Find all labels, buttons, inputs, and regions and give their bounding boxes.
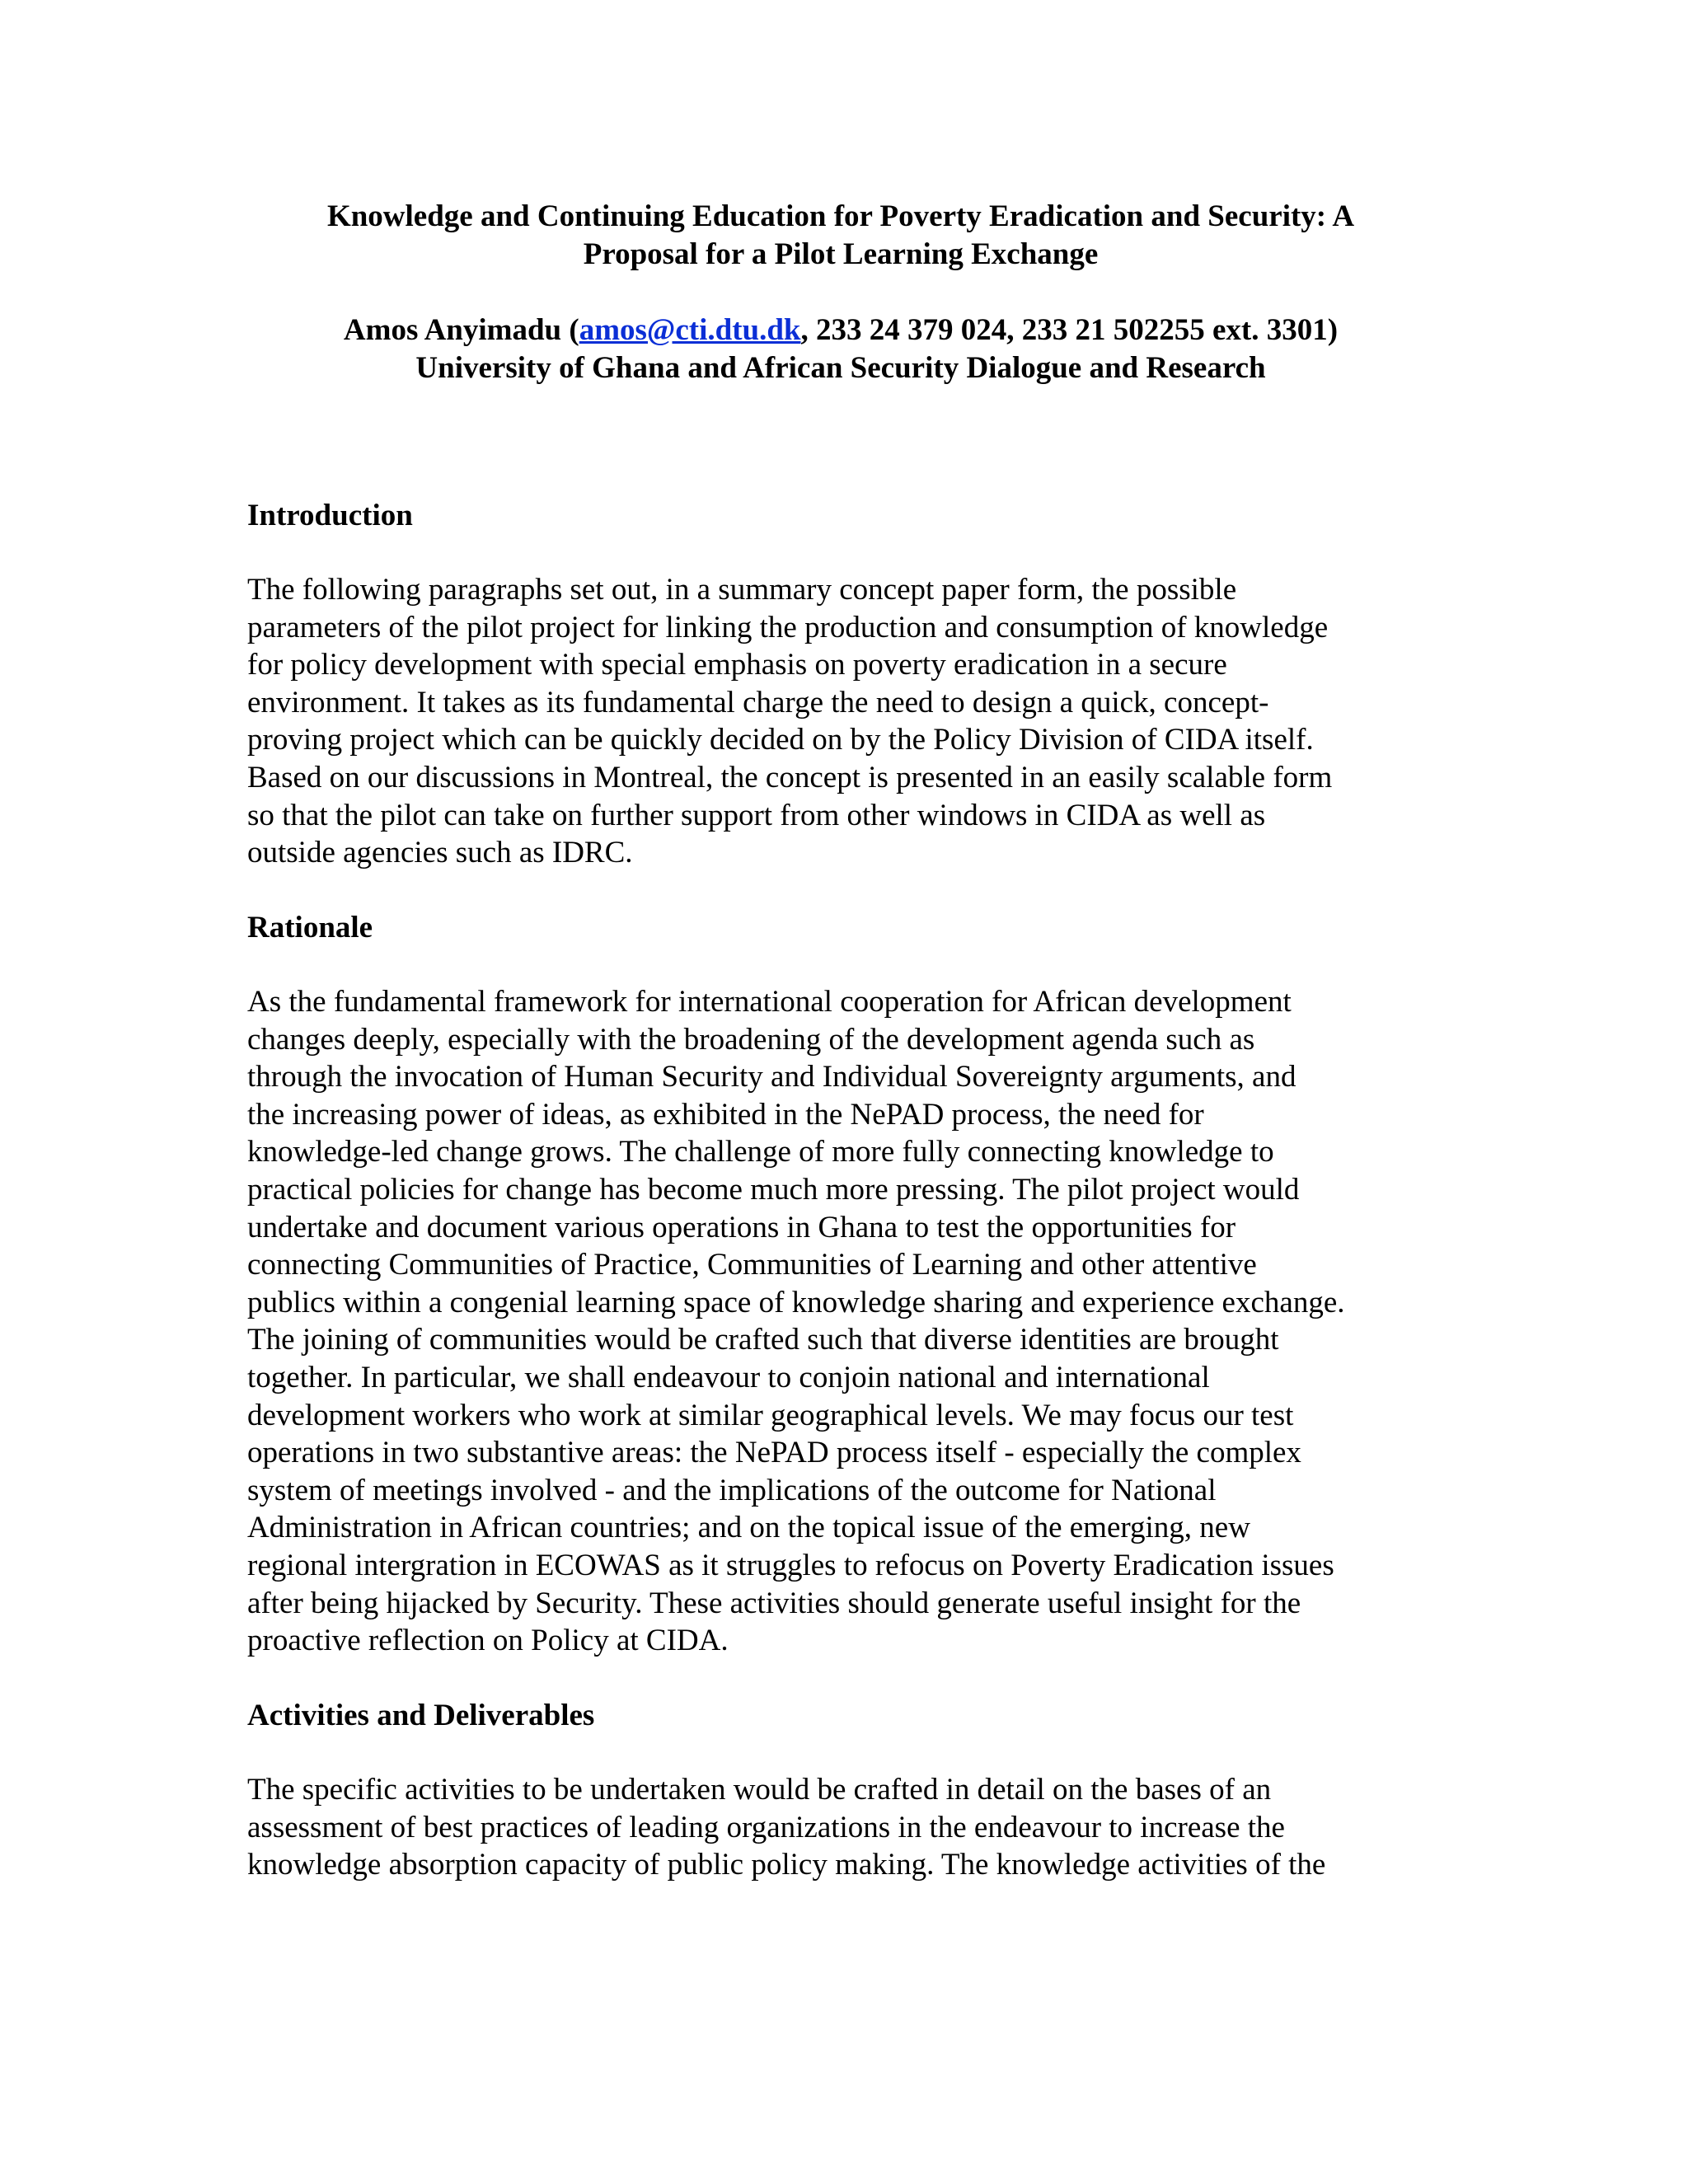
author-contact-line [247, 312, 1434, 349]
title-line-2: Proposal for a Pilot Learning Exchange [583, 237, 1099, 271]
paragraph-line: so that the pilot can take on further support from other windows in CIDA as well as [247, 798, 1266, 832]
paragraph-line: the increasing power of ideas, as exhibited in the NePAD process, the need for [247, 1097, 1204, 1132]
author-name: Amos Anyimadu ( [343, 313, 579, 347]
paragraph-line: Administration in African countries; and on the topical issue of the emerging, new [247, 1511, 1250, 1545]
paragraph-line: through the invocation of Human Security and Individual Sovereignty arguments, and [247, 1060, 1296, 1094]
paragraph-line: proactive reflection on Policy at CIDA. [247, 1624, 729, 1658]
paragraph-line: development workers who work at similar geographical levels. We may focus our test [247, 1398, 1294, 1432]
paragraph-line: The joining of communities would be crafted such that diverse identities are brought [247, 1323, 1279, 1357]
paragraph-line: The following paragraphs set out, in a summary concept paper form, the possible [247, 573, 1237, 607]
paragraph-line: knowledge-led change grows. The challenge of more fully connecting knowledge to [247, 1135, 1274, 1169]
paragraph-line: outside agencies such as IDRC. [247, 836, 633, 870]
paragraph-line: operations in two substantive areas: the NePAD process itself - especially the complex [247, 1436, 1301, 1470]
paragraph-line: Based on our discussions in Montreal, the concept is presented in an easily scalable form [247, 760, 1333, 794]
paragraph-line: proving project which can be quickly decided on by the Policy Division of CIDA itself. [247, 723, 1314, 757]
section-heading-activities-and-deliverables: Activities and Deliverables [247, 1699, 595, 1732]
paragraph-line: together. In particular, we shall endeavour to conjoin national and international [247, 1360, 1210, 1394]
author-block [247, 312, 1434, 387]
paragraph-line: environment. It takes as its fundamental charge the need to design a quick, concept- [247, 685, 1269, 719]
paragraph-line: undertake and document various operations in Ghana to test the opportunities for [247, 1210, 1236, 1244]
section-heading-introduction: Introduction [247, 499, 413, 532]
paragraph-line: regional intergration in ECOWAS as it struggles to refocus on Poverty Eradication issues [247, 1548, 1334, 1582]
paragraph-line: practical policies for change has become much more pressing. The pilot project would [247, 1172, 1300, 1207]
title-line-1: Knowledge and Continuing Education for Poverty Eradication and Security: A [326, 199, 1355, 233]
activities-paragraph [247, 1771, 1451, 1884]
paragraph-line: As the fundamental framework for international cooperation for African development [247, 985, 1292, 1019]
rationale-paragraph [247, 983, 1451, 1660]
paragraph-line: parameters of the pilot project for linking the production and consumption of knowledge [247, 610, 1329, 644]
paragraph-line: for policy development with special emphasis on poverty eradication in a secure [247, 648, 1227, 682]
paragraph-line: after being hijacked by Security. These activities should generate useful insight for the [247, 1586, 1301, 1620]
paragraph-line: The specific activities to be undertaken would be crafted in detail on the bases of an [247, 1773, 1272, 1807]
paragraph-line: publics within a congenial learning space of knowledge sharing and experience exchange. [247, 1285, 1345, 1319]
paragraph-line: connecting Communities of Practice, Communities of Learning and other attentive [247, 1248, 1257, 1282]
paragraph-line: knowledge absorption capacity of public policy making. The knowledge activities of the [247, 1848, 1326, 1882]
author-affiliation: University of Ghana and African Security Dialogue and Research [415, 351, 1266, 385]
paragraph-line: assessment of best practices of leading organizations in the endeavour to increase the [247, 1810, 1285, 1844]
introduction-paragraph [247, 571, 1451, 872]
section-heading-rationale: Rationale [247, 911, 373, 944]
paragraph-line: changes deeply, especially with the broadening of the development agenda such as [247, 1022, 1255, 1057]
author-email-link[interactable]: amos@cti.dtu.dk [579, 313, 801, 347]
document-title [247, 198, 1434, 274]
paragraph-line: system of meetings involved - and the implications of the outcome for National [247, 1473, 1217, 1507]
author-phone-numbers: , 233 24 379 024, 233 21 502255 ext. 3301) [800, 313, 1339, 347]
